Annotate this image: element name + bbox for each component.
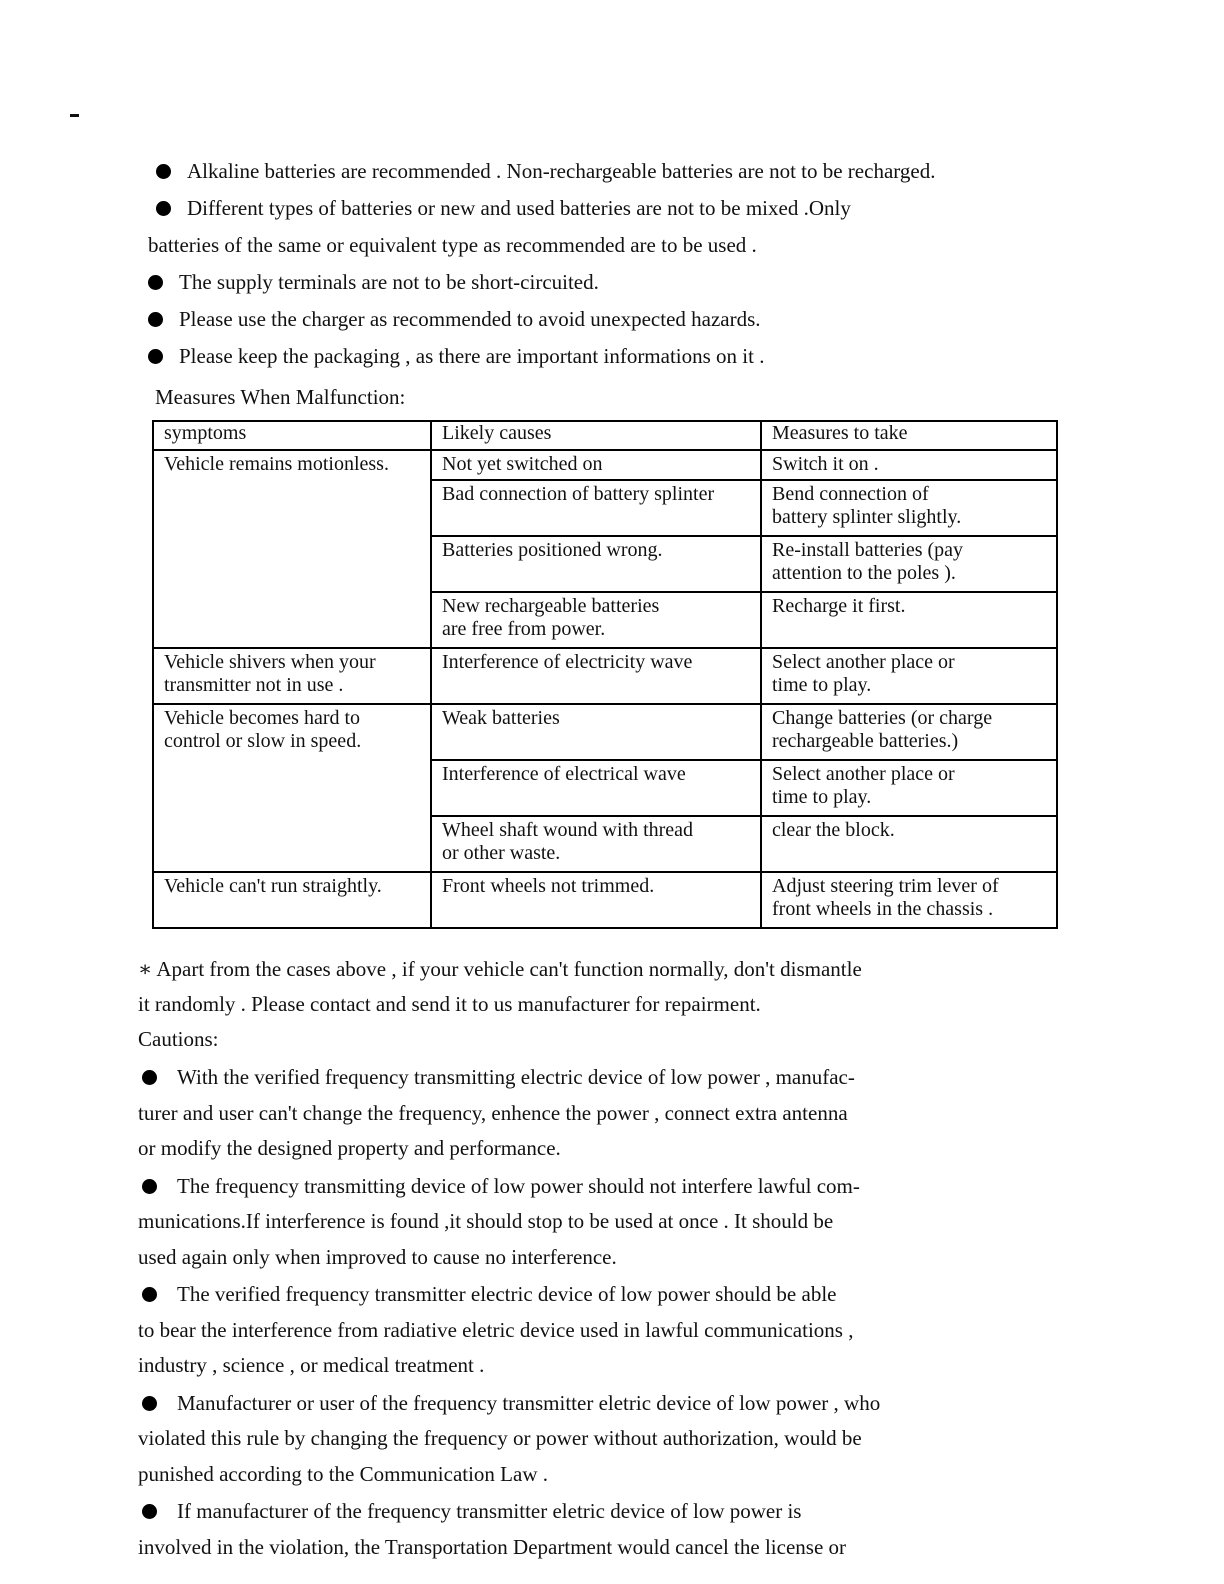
table-row: [153, 450, 1057, 480]
caution-item: [138, 1169, 968, 1276]
measure-cell: Adjust steering trim lever of front wheels in the chassis .: [761, 872, 1057, 928]
header-causes: Likely causes: [431, 421, 761, 450]
bullet-text: Alkaline batteries are recommended . Non-rechargeable batteries are not to be recharged.: [187, 159, 936, 183]
caution-line: [138, 1277, 968, 1313]
cause-cell: New rechargeable batteries are free from power.: [431, 592, 761, 648]
bullet-text: The supply terminals are not to be short-circuited.: [179, 270, 599, 294]
caution-line: industry , science , or medical treatment .: [138, 1353, 485, 1377]
bullet-item: [148, 342, 1048, 379]
table-header-row: [153, 421, 1057, 450]
bullet-text: Please keep the packaging , as there are important informations on it .: [179, 344, 765, 368]
malfunction-table: [152, 420, 1058, 929]
bullet-icon: [148, 312, 163, 327]
bullet-item: [148, 268, 1048, 305]
cautions-title: Cautions:: [138, 1027, 219, 1051]
note-line: ∗ Apart from the cases above , if your vehicle can't function normally, don't dismantle: [138, 957, 862, 981]
cause-cell: Interference of electrical wave: [431, 760, 761, 816]
bullet-item: [148, 305, 1048, 342]
bullet-icon: [142, 1396, 157, 1411]
repair-note: [138, 952, 1018, 1057]
bullet-text: Different types of batteries or new and used batteries are not to be mixed .Only: [187, 196, 851, 220]
caution-line: or modify the designed property and performance.: [138, 1136, 561, 1160]
bullet-item: [148, 194, 1048, 231]
caution-line: [138, 1169, 968, 1205]
bullet-icon: [156, 164, 171, 179]
bullet-icon: [142, 1070, 157, 1085]
measure-cell: Re-install batteries (pay attention to the poles ).: [761, 536, 1057, 592]
caution-line: [138, 1060, 968, 1096]
battery-instructions: [148, 157, 1048, 379]
bullet-text: Please use the charger as recommended to avoid unexpected hazards.: [179, 307, 761, 331]
cause-cell: Not yet switched on: [431, 450, 761, 480]
caution-line: involved in the violation, the Transportation Department would cancel the license or: [138, 1534, 847, 1559]
bullet-icon: [148, 349, 163, 364]
caution-item: [138, 1386, 968, 1493]
cautions-list: [138, 1060, 968, 1567]
header-measures: Measures to take: [761, 421, 1057, 450]
bullet-icon: [142, 1287, 157, 1302]
table-row: [153, 872, 1057, 928]
caution-line: used again only when improved to cause no interference.: [138, 1244, 617, 1269]
scan-mark: [70, 114, 79, 117]
caution-line: munications.If interference is found ,it should stop to be used at once . It should be: [138, 1209, 834, 1233]
caution-text: The verified frequency transmitter electric device of low power should be able: [177, 1282, 837, 1306]
table-title: Measures When Malfunction:: [155, 385, 406, 409]
table-row: [153, 648, 1057, 704]
header-symptoms: symptoms: [153, 421, 431, 450]
cause-cell: Batteries positioned wrong.: [431, 536, 761, 592]
symptom-cell: Vehicle can't run straightly.: [153, 872, 431, 928]
measure-cell: clear the block.: [761, 816, 1057, 872]
caution-text: If manufacturer of the frequency transmitter eletric device of low power is: [177, 1499, 802, 1523]
caution-text: With the verified frequency transmitting electric device of low power , manufac-: [177, 1065, 855, 1089]
note-line: it randomly . Please contact and send it to us manufacturer for repairment.: [138, 992, 761, 1016]
measure-cell: Select another place or time to play.: [761, 648, 1057, 704]
bullet-icon: [142, 1504, 157, 1519]
caution-item: [138, 1277, 968, 1384]
table-row: [153, 704, 1057, 760]
caution-line: [138, 1386, 968, 1422]
caution-line: [138, 1494, 968, 1530]
caution-line: punished according to the Communication Law .: [138, 1461, 548, 1486]
cause-cell: Bad connection of battery splinter: [431, 480, 761, 536]
symptom-cell: [153, 704, 431, 872]
measure-cell: Switch it on .: [761, 450, 1057, 480]
symptom-cell: [153, 450, 431, 648]
bullet-icon: [142, 1179, 157, 1194]
caution-text: Manufacturer or user of the frequency transmitter eletric device of low power , who: [177, 1390, 881, 1415]
measure-cell: Recharge it first.: [761, 592, 1057, 648]
measure-cell: Bend connection of battery splinter slightly.: [761, 480, 1057, 536]
cause-cell: Interference of electricity wave: [431, 648, 761, 704]
bullet-item: [148, 157, 1048, 194]
cause-cell: Weak batteries: [431, 704, 761, 760]
caution-line: to bear the interference from radiative eletric device used in lawful communications ,: [138, 1317, 854, 1342]
symptom-cell: Vehicle shivers when your transmitter not in use .: [153, 648, 431, 704]
caution-item: [138, 1494, 968, 1565]
caution-line: violated this rule by changing the frequency or power without authorization, would be: [138, 1426, 862, 1450]
symptom-text: Vehicle becomes hard to control or slow in speed.: [164, 707, 362, 752]
measure-cell: Select another place or time to play.: [761, 760, 1057, 816]
bullet-icon: [156, 201, 171, 216]
bullet-continuation: batteries of the same or equivalent type as recommended are to be used .: [148, 233, 757, 257]
caution-line: turer and user can't change the frequency, enhence the power , connect extra antenna: [138, 1100, 848, 1125]
symptom-text: Vehicle remains motionless.: [164, 453, 389, 475]
measure-cell: Change batteries (or charge rechargeable batteries.): [761, 704, 1057, 760]
cause-cell: Wheel shaft wound with thread or other waste.: [431, 816, 761, 872]
caution-item: [138, 1060, 968, 1167]
caution-text: The frequency transmitting device of low power should not interfere lawful com-: [177, 1173, 860, 1198]
cause-cell: Front wheels not trimmed.: [431, 872, 761, 928]
bullet-icon: [148, 275, 163, 290]
